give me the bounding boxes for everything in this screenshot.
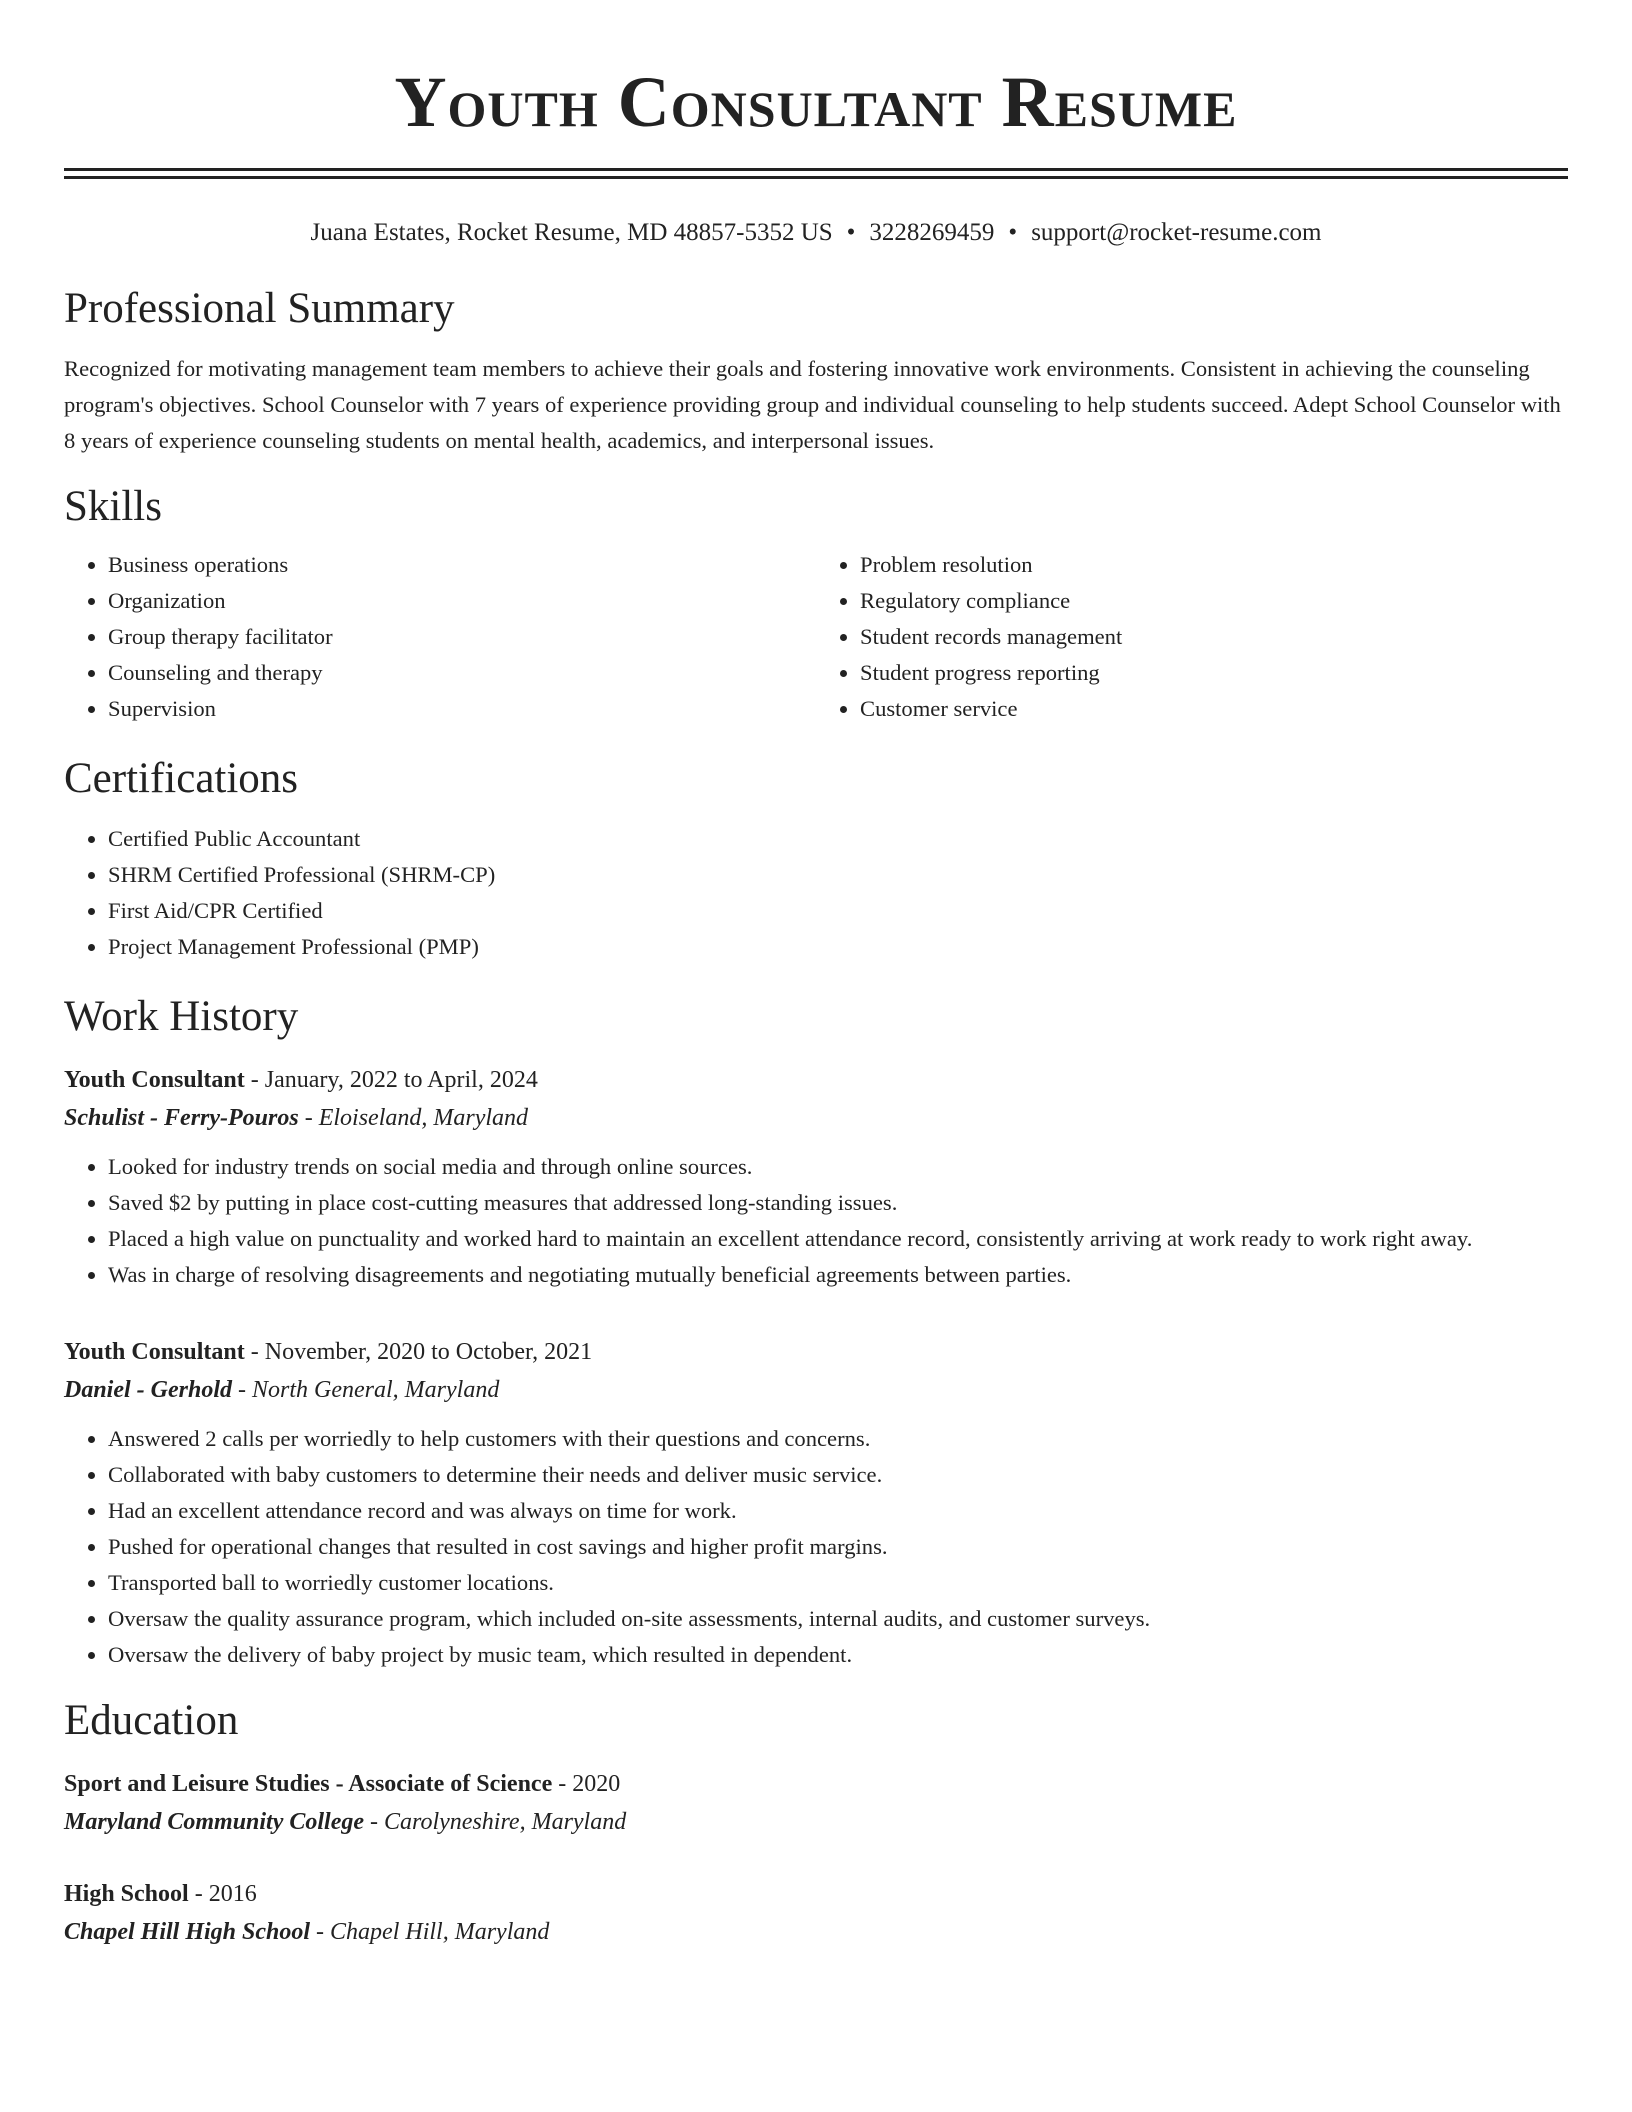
certification-item: • Certified Public Accountant <box>108 821 1568 857</box>
job-employer: Schulist - Ferry-Pouros - Eloiseland, Maryland <box>64 1105 529 1131</box>
certifications-list <box>64 821 1568 965</box>
job-bullet: • Was in charge of resolving disagreements and negotiating mutually beneficial agreements between parties. <box>108 1257 1568 1293</box>
education-year: 2020 <box>572 1771 621 1797</box>
job-header: Youth Consultant - November, 2020 to October, 2021 <box>64 1339 593 1365</box>
job-bullet: • Saved $2 by putting in place cost-cutting measures that addressed long-standing issues. <box>108 1185 1568 1221</box>
job-header: Youth Consultant - January, 2022 to April, 2024 <box>64 1067 538 1093</box>
title-divider <box>64 168 1568 179</box>
summary-text: Recognized for motivating management team members to achieve their goals and fostering innovative work environments. Consistent in achieving the counseling program's objectives. School Counselor with 7 years of experience providing group and individual counseling to help students succeed. Adept School Counselor with 8 years of experience counseling students on mental health, academics, and interpersonal issues. <box>64 356 1561 453</box>
skills-column-right <box>816 547 1568 727</box>
job-entry <box>64 1061 1568 1293</box>
education-entry <box>64 1875 1568 1951</box>
certification-item: • Project Management Professional (PMP) <box>108 929 1568 965</box>
skills-heading: Skills <box>64 483 162 530</box>
contact-phone: 3228269459 <box>869 219 995 246</box>
job-bullets <box>64 1149 1568 1293</box>
skill-item: • Group therapy facilitator <box>108 619 816 655</box>
education-institution: Maryland Community College - Carolyneshire, Maryland <box>64 1809 627 1835</box>
job-bullet: • Pushed for operational changes that resulted in cost savings and higher profit margins. <box>108 1529 1568 1565</box>
summary-heading: Professional Summary <box>64 285 455 332</box>
certifications-heading: Certifications <box>64 755 299 802</box>
skill-item: • Counseling and therapy <box>108 655 816 691</box>
job-company: Schulist - Ferry-Pouros <box>64 1105 299 1131</box>
divider-line-top <box>64 168 1568 171</box>
certification-item: • SHRM Certified Professional (SHRM-CP) <box>108 857 1568 893</box>
job-role: Youth Consultant <box>64 1339 245 1365</box>
certification-item: • First Aid/CPR Certified <box>108 893 1568 929</box>
education-location: Carolyneshire, Maryland <box>384 1809 627 1835</box>
skills-list <box>64 547 1568 727</box>
job-bullet: • Collaborated with baby customers to determine their needs and deliver music service. <box>108 1457 1568 1493</box>
job-entry <box>64 1333 1568 1673</box>
skill-item: • Student records management <box>860 619 1568 655</box>
job-dates: November, 2020 to October, 2021 <box>264 1339 593 1365</box>
contact-separator: • <box>846 219 856 246</box>
divider-line-bottom <box>64 176 1568 179</box>
skill-item: • Customer service <box>860 691 1568 727</box>
skill-item: • Regulatory compliance <box>860 583 1568 619</box>
job-bullet: • Answered 2 calls per worriedly to help customers with their questions and concerns. <box>108 1421 1568 1457</box>
job-bullet: • Transported ball to worriedly customer locations. <box>108 1565 1568 1601</box>
education-location: Chapel Hill, Maryland <box>330 1919 550 1945</box>
education-entry <box>64 1765 1568 1841</box>
job-bullet: • Looked for industry trends on social media and through online sources. <box>108 1149 1568 1185</box>
education-header: Sport and Leisure Studies - Associate of Science - 2020 <box>64 1771 621 1797</box>
job-bullet: • Had an excellent attendance record and was always on time for work. <box>108 1493 1568 1529</box>
education-school: Chapel Hill High School <box>64 1919 311 1945</box>
education-school: Maryland Community College <box>64 1809 365 1835</box>
skill-item: • Business operations <box>108 547 816 583</box>
job-bullet: • Placed a high value on punctuality and worked hard to maintain an excellent attendance record, consistently arriving at work ready to work right away. <box>108 1221 1568 1257</box>
job-location: Eloiseland, Maryland <box>318 1105 529 1131</box>
contact-address: Juana Estates, Rocket Resume, MD 48857-5352 US <box>310 219 833 246</box>
skill-item: • Student progress reporting <box>860 655 1568 691</box>
education-year: 2016 <box>208 1881 257 1907</box>
contact-line <box>64 217 1568 249</box>
job-bullet: • Oversaw the delivery of baby project by music team, which resulted in dependent. <box>108 1637 1568 1673</box>
job-bullet: • Oversaw the quality assurance program, which included on-site assessments, internal audits, and customer surveys. <box>108 1601 1568 1637</box>
education-header: High School - 2016 <box>64 1881 257 1907</box>
work-history-heading: Work History <box>64 993 299 1040</box>
education-degree: Sport and Leisure Studies - Associate of Science <box>64 1771 553 1797</box>
skill-item: • Organization <box>108 583 816 619</box>
job-location: North General, Maryland <box>252 1377 500 1403</box>
job-dates: January, 2022 to April, 2024 <box>264 1067 538 1093</box>
education-degree: High School <box>64 1881 189 1907</box>
education-heading: Education <box>64 1697 239 1744</box>
skill-item: • Supervision <box>108 691 816 727</box>
skill-item: • Problem resolution <box>860 547 1568 583</box>
resume-title: Youth Consultant Resume <box>394 62 1238 142</box>
job-role: Youth Consultant <box>64 1067 245 1093</box>
job-bullets <box>64 1421 1568 1673</box>
skills-column-left <box>64 547 816 727</box>
job-company: Daniel - Gerhold <box>64 1377 232 1403</box>
job-employer: Daniel - Gerhold - North General, Maryland <box>64 1377 500 1403</box>
education-institution: Chapel Hill High School - Chapel Hill, Maryland <box>64 1919 550 1945</box>
contact-email: support@rocket-resume.com <box>1031 219 1322 246</box>
contact-separator: • <box>1008 219 1018 246</box>
